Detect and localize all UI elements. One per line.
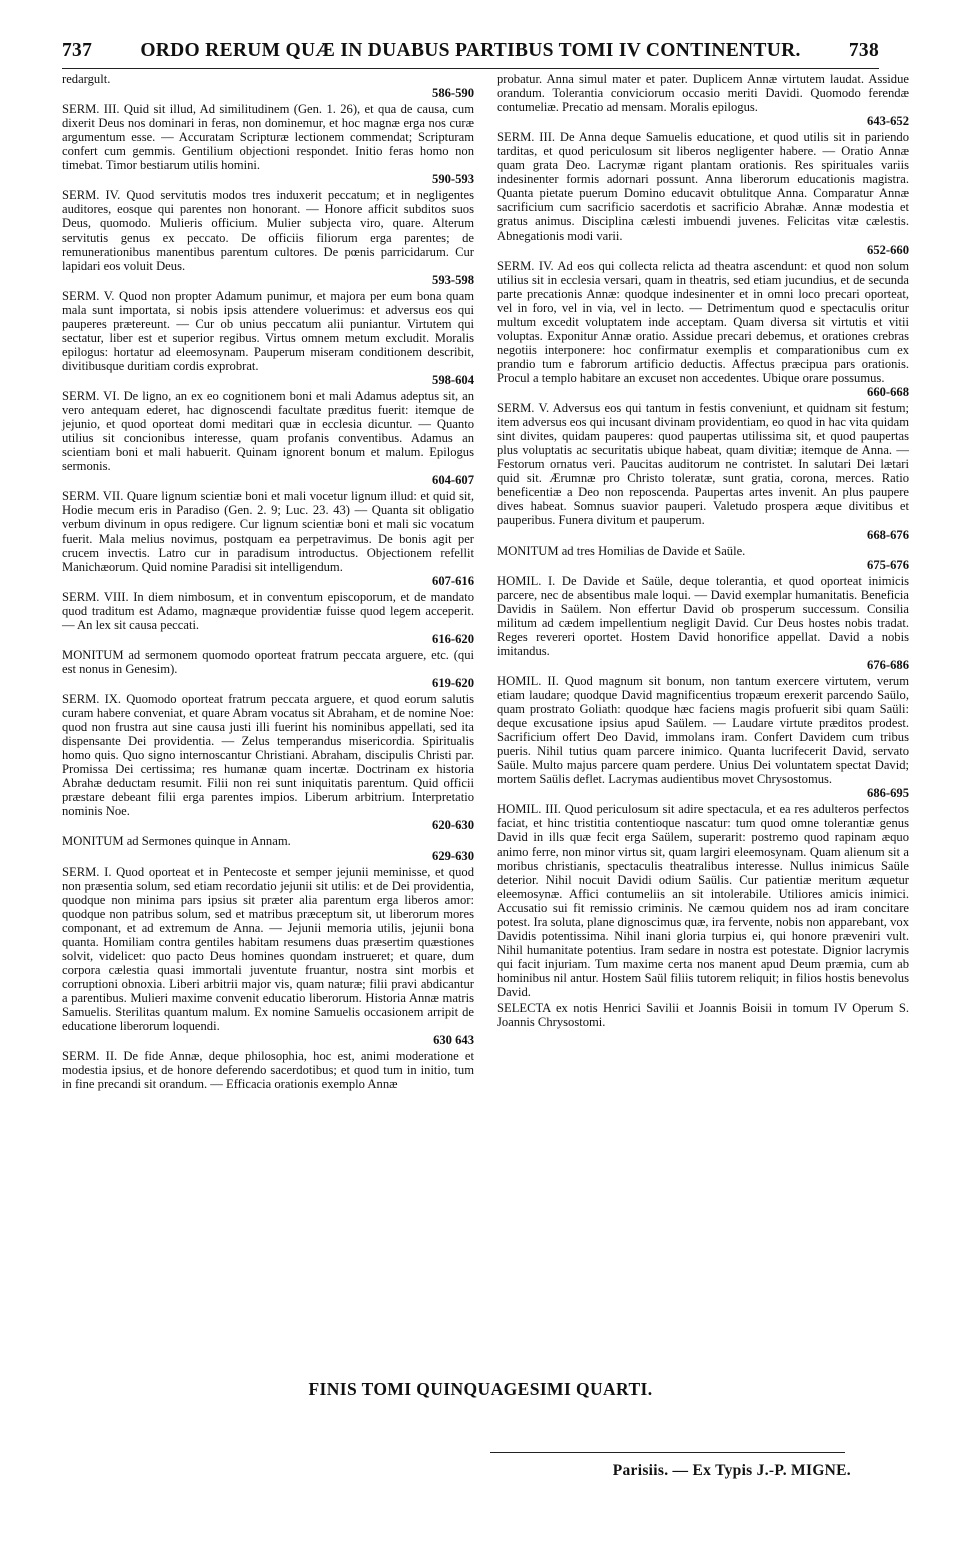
toc-entry-text: SERM. V. Quod non propter Adamum punimur, et majora per eum bona quam mala sunt importata, si nobis ipsis attendere voluerimus: et adversus eos qui pauperes prætereunt. — Cur ob unius peccatum alii puniantur. Virtutem qui sectatur, liber est et superior regibus. Virtus omnem metum excludit. Moralis epilogus: hortatur ad eleemosynam. Pauperum miseram conditionem describit, divitibusque duritiam cordis exprobrat. xyxy=(62,288,474,373)
toc-entry xyxy=(62,188,474,286)
toc-entry-text: SELECTA ex notis Henrici Savilii et Joannis Boisii in tomum IV Operum S. Joannis Chrysostomi. xyxy=(497,1001,909,1030)
toc-entry xyxy=(62,289,474,387)
toc-entry-text: SERM. V. Adversus eos qui tantum in festis conveniunt, et quidnam sit festum; item adversus eos qui incusant divinam providentiam, eo quod in hac vita quidam sint divites, quidam pauperes: quod paupertas utilissima sit, et quod paupertas plus voluptatis ac securitatis ubique habeat, quam divitiæ; itemque de Anna. — Festorum ornatus veri. Paucitas auditorum ne contristet. In salutari Dei lætari quid sit. Ærumnæ pro Christo toleratæ, sunt gratia, corona, merces. Ratio beneficentiæ a Deo non reposcenda. Paupertas artes invenit. An plus paupere dives habeat. Somnus suavior pauperi. Valetudo prospera æque divitibus et pauperibus. Funera divitum et pauperum. xyxy=(497,401,909,528)
toc-entry xyxy=(497,1001,909,1029)
toc-entry-text: probatur. Anna simul mater et pater. Duplicem Annæ virtutem laudat. Assidue orandum. Tolerantia conviciorum occasio meriti Davidi. Quomodo ferendæ contumeliæ. Precatio ad mensam. Moralis epilogus. xyxy=(497,72,909,115)
toc-entry xyxy=(62,489,474,587)
toc-entry-pages: 616-620 xyxy=(432,631,474,646)
toc-entry xyxy=(497,674,909,800)
toc-entry-pages: 593-598 xyxy=(432,272,474,287)
toc-entry-text: SERM. I. Quod oporteat et in Pentecoste et semper jejunii meminisse, et quod non præsentia solum, sed etiam recordatio jejunii sit utilis: et de Dei providentia, quodque non minima pars ipsius sit præter alia parentum erga liberos amor: quodque non patribus solum, sed et matribus præceptum sit, ut liberorum mores componant, et ad extremum de Anna. — Jejunii memoria utilis, jejunii bona quanta. Homiliam contra gentiles habitam resumens duas præsertim quæstiones solvit, videlicet: quo pacto Deus homines quondam instrueret; et quare, dum corpora cælestia quasi immortali juventute fruantur, nostra sint morbis et corruptioni obnoxia. Liberi arbitrii major vis, quam naturæ; filii pravi abdicantur a parentibus. Mulieri maxime convenit educatio liberorum. Historia Annæ matris Samuelis. Sterilitas quantum malum. Ex nomine Samuelis occasionem arripit de educatione liberorum loquendi. xyxy=(62,864,474,1034)
toc-entry-text: SERM. VIII. In diem nimbosum, et in conventum episcoporum, et de mandato quod traditum est Adamo, magnæque providentiæ fuisse quod legem acceperit. — An lex sit causa peccati. xyxy=(62,589,474,632)
toc-entry-text: SERM. IV. Quod servitutis modos tres induxerit peccatum; et in negligentes auditores, eosque qui parentes non honorant. — Honore afficit subditos suos Deus, quomodo. Mulieris officium. Mulier subjecta viro, quare. Alterum servitutis genus ex peccato. De officiis filiorum erga parentes; de remunerationibus manentibus parentum cultores. De pœnis parricidarum. Cur lapidari eos voluit Deus. xyxy=(62,188,474,273)
toc-entry-text: SERM. IX. Quomodo oporteat fratrum peccata arguere, et quod eorum salutis curam habere conveniat, et quare Abram vocatus sit Abraham, et de nomine Noe: quod non frustra aut sine causa justi illi fuerint his nominibus appellati, sed ita dispensante Dei providentia. — Zelus temperandus misericordia. Spiritualis homo quis. Quo signo internoscantur Christiani. Abraham, discipulis Christi par. Promissa Dei certissima; res humanæ quam incertæ. Doctrinam ex historia Abrahæ deductam resumit. Filii non rei sunt iniquitatis parentum. Quid officii præstare debeant filii erga parentes impios. Liberum arbitrium. Interpretatio nominis Noe. xyxy=(62,692,474,819)
toc-entry-pages: 675-676 xyxy=(867,557,909,572)
toc-entry-pages: 652-660 xyxy=(867,242,909,257)
running-head xyxy=(62,36,879,66)
toc-entry-text: SERM. VI. De ligno, an ex eo cognitionem boni et mali Adamus adeptus sit, an vero antequam ederet, hac dignoscendi facultate præditus fuerit: itemque de jejunio, et quod oporteat domi meditari quæ in ecclesia dicuntur. — Quanto utilius sit concionibus interesse, quam profanis conventibus. Adamus an scientiam boni et mali habuerit. Quinam ignorent bonum et malum. Epilogus sermonis. xyxy=(62,389,474,474)
toc-entry xyxy=(62,590,474,646)
toc-entry xyxy=(62,865,474,1048)
toc-entry xyxy=(497,72,909,128)
toc-entry-pages: 620-630 xyxy=(432,818,474,833)
toc-entry-text: MONITUM ad Sermones quinque in Annam. xyxy=(62,834,291,849)
finis-line: FINIS TOMI QUINQUAGESIMI QUARTI. xyxy=(308,1379,653,1399)
toc-entry xyxy=(497,130,909,256)
page-title: ORDO RERUM QUÆ IN DUABUS PARTIBUS TOMI IV CONTINENTUR. xyxy=(140,40,801,61)
toc-entry xyxy=(62,102,474,186)
toc-entry-pages: 660-668 xyxy=(867,385,909,400)
toc-entry xyxy=(62,834,474,862)
left-column xyxy=(62,72,474,1093)
toc-entry xyxy=(62,1049,474,1091)
toc-entry xyxy=(497,401,909,541)
toc-entry-pages: 590-593 xyxy=(432,172,474,187)
toc-entry xyxy=(497,259,909,399)
toc-entry-pages: 686-695 xyxy=(867,786,909,801)
toc-entry-pages: 607-616 xyxy=(432,573,474,588)
header-rule xyxy=(62,68,879,69)
toc-entry-text: SERM. III. Quid sit illud, Ad similitudinem (Gen. 1. 26), et qua de causa, cum dixerit Deus nos dominari in feras, non dominemur, et hoc magnæ erga nos curæ argumentum esse. — Accuratam Scripturæ lectionem commendat; Scripturam confert cum gemmis. Gentilium objectioni respondet. Initio feras homo non timebat. Timor bestiarum utilis homini. xyxy=(62,102,474,173)
toc-entry-text: HOMIL. III. Quod periculosum sit adire spectacula, et ea res adulteros perfectos faciat, et hinc tristitia contentioque nascatur: tum quod omne tolerantiæ genus David in ills quæ fecit erga Saülem, superarit: postremo quod rapinam æquo animo ferre, non minor virtus sit, quam largiri eleemosynam. Quam alienum sit a moribus christianis, spectaculis theatralibus interesse. Nullus inimicus Saüle deterior. Nihil nocuit Davidi odium Saülis. Cur patientiæ meritum æquetur eleemosynæ. Affici contumeliis an sit intolerabile. Utiliores amicis inimici. Accusatio sui fit remissio criminis. Ne cæmou quidem nos ad iram concitare potest. Ira soluta, plane dignoscimus quæ, ira fervente, nobis non apparebant, vox Davidis potentissima. Nihil inani gloria turpius ei, qui honore præveniri vult. Nihil humanitate potentius. Iram sedare in nostra est potestate. Dignior lacrymis qui facit injuriam. Tum maxime certa nos manent apud Deum præmia, cum ab hominibus nil antur. Hostem Saül filiis tutorem reliquit; in filios hostis benevolus David. xyxy=(497,802,909,999)
printer-imprint: Parisiis. — Ex Typis J.-P. MIGNE. xyxy=(612,1462,851,1479)
toc-entry xyxy=(497,802,909,999)
toc-entry-pages: 629-630 xyxy=(432,848,474,863)
page-number-left: 737 xyxy=(62,40,93,61)
toc-entry-pages: 604-607 xyxy=(432,473,474,488)
toc-entry-pages: 598-604 xyxy=(432,372,474,387)
toc-entry xyxy=(62,692,474,832)
toc-entry-text: SERM. II. De fide Annæ, deque philosophia, hoc est, animi moderatione et modestia ipsius, et de honore deferendo sacerdotibus; et quod tum in initio, tum in fine precandi sit orandum. — Efficacia orationis exemplo Annæ xyxy=(62,1049,474,1092)
toc-entry-text: SERM. VII. Quare lignum scientiæ boni et mali vocetur lignum illud: et quid sit, Hodie mecum eris in Paradiso (Gen. 2. 9; Luc. 23. 43) — Quanta sit obligatio verbum divinum in opus redigere. Cur lignum scientiæ boni et mali sic vocatum fuerit. Mala melius novimus, postquam ea perpetravimus. De bonis agit per crucem invectis. Latro cur in paradisum introductus. Objectionem refellit Manichæorum. Quid nomine Paradisi sit intelligendum. xyxy=(62,489,474,574)
toc-entry-text: SERM. III. De Anna deque Samuelis educatione, et quod utilis sit in pariendo tarditas, et quod periculosum sit liberos negligenter habere. — Oratio Annæ quam grata Deo. Lacrymæ rigant plantam orationis. Res spirituales variis indesinenter formis adornari possunt. Anna liberorum educationis magistra. Quanta pietate puerum Domino educavit obtulitque Anna. Comparatur Annæ sacrificium cum sacrificio sacerdotis et sacrificio Abrahæ. Annæ modestia et gratus animus. Disciplina cælesti imbuendi juvenes. Felicitas vitæ cælestis. Abnegationis modi varii. xyxy=(497,130,909,243)
imprint-rule xyxy=(490,1452,845,1453)
toc-entry-text: HOMIL. I. De Davide et Saüle, deque tolerantia, et quod oporteat inimicis parcere, nec de absentibus male loqui. — David exemplar humanitatis. Beneficia Davidis in Saülem. Non effertur David ob prosperum successum. Consilia militum ad cædem impellentium negligit David. Cur Deus hostes nobis tradat. Reges revereri oportet. Hostem David honorifice appellat. David a nobis imitandus. xyxy=(497,573,909,658)
toc-entry xyxy=(497,574,909,672)
right-column xyxy=(497,72,909,1031)
toc-entry-pages: 668-676 xyxy=(867,527,909,542)
toc-entry-pages: 630 643 xyxy=(433,1033,474,1048)
toc-entry xyxy=(62,648,474,690)
toc-entry-text: MONITUM ad sermonem quomodo oporteat fratrum peccata arguere, etc. (qui est nonus in Genesim). xyxy=(62,647,474,676)
toc-entry-pages: 586-590 xyxy=(432,86,474,101)
toc-entry xyxy=(62,389,474,487)
toc-entry-pages: 619-620 xyxy=(432,675,474,690)
toc-entry-text: HOMIL. II. Quod magnum sit bonum, non tantum exercere virtutem, verum etiam laudare; quodque David magnificentius tropæum erexerit parcendo Saülo, quam prostrato Goliath: quodque hæc faciens magis profuerit sibi quam Saüli: deque excusatione ipsius apud Saülem. — Laudare virtute præditos prodest. Sacrificium offert Deo David, immolans iram. Confert Davidem cum tribus pueris. Nihil tutius quam parcere inimico. Quanta lucrifecerit David, servato Saüle. Multo majus parcere quam perdere. Unius Dei voluntatem spectat David; mortem Saülis deflet. Lacrymas audientibus movet Chrysostomus. xyxy=(497,673,909,787)
toc-entry-text: SERM. IV. Ad eos qui collecta relicta ad theatra ascendunt: et quod non solum utilius sit in ecclesia versari, quam in theatris, sed etiam jucundius, et de secunda parte precationis Annæ: quodque indesinenter et in omni loco precari oporteat, vel in foro, vel in via, vel in lecto. — Detrimentum quod e spectaculis oritur multum excedit voluptatem inde acceptam. Quam diversa sit virtutis et vitii voluptas. Exponitur Annæ oratio. Assidue precari debemus, et orationes crebras negotiis interponere: hoc confirmatur exemplis et comparationibus cum ex prandio tum e fabrorum artificio deductis. Affectus præcipua pars orationis. Procul a templo habitare an excuset non accedentes. Ubique orare possumus. xyxy=(497,258,909,385)
page-number-right: 738 xyxy=(848,40,879,61)
toc-entry xyxy=(62,72,474,100)
toc-entry-pages: 676-686 xyxy=(867,657,909,672)
toc-entry-text: MONITUM ad tres Homilias de Davide et Saüle. xyxy=(497,543,746,558)
toc-entry xyxy=(497,544,909,572)
toc-entry-pages: 643-652 xyxy=(867,114,909,129)
toc-entry-text: redargult. xyxy=(62,72,111,86)
